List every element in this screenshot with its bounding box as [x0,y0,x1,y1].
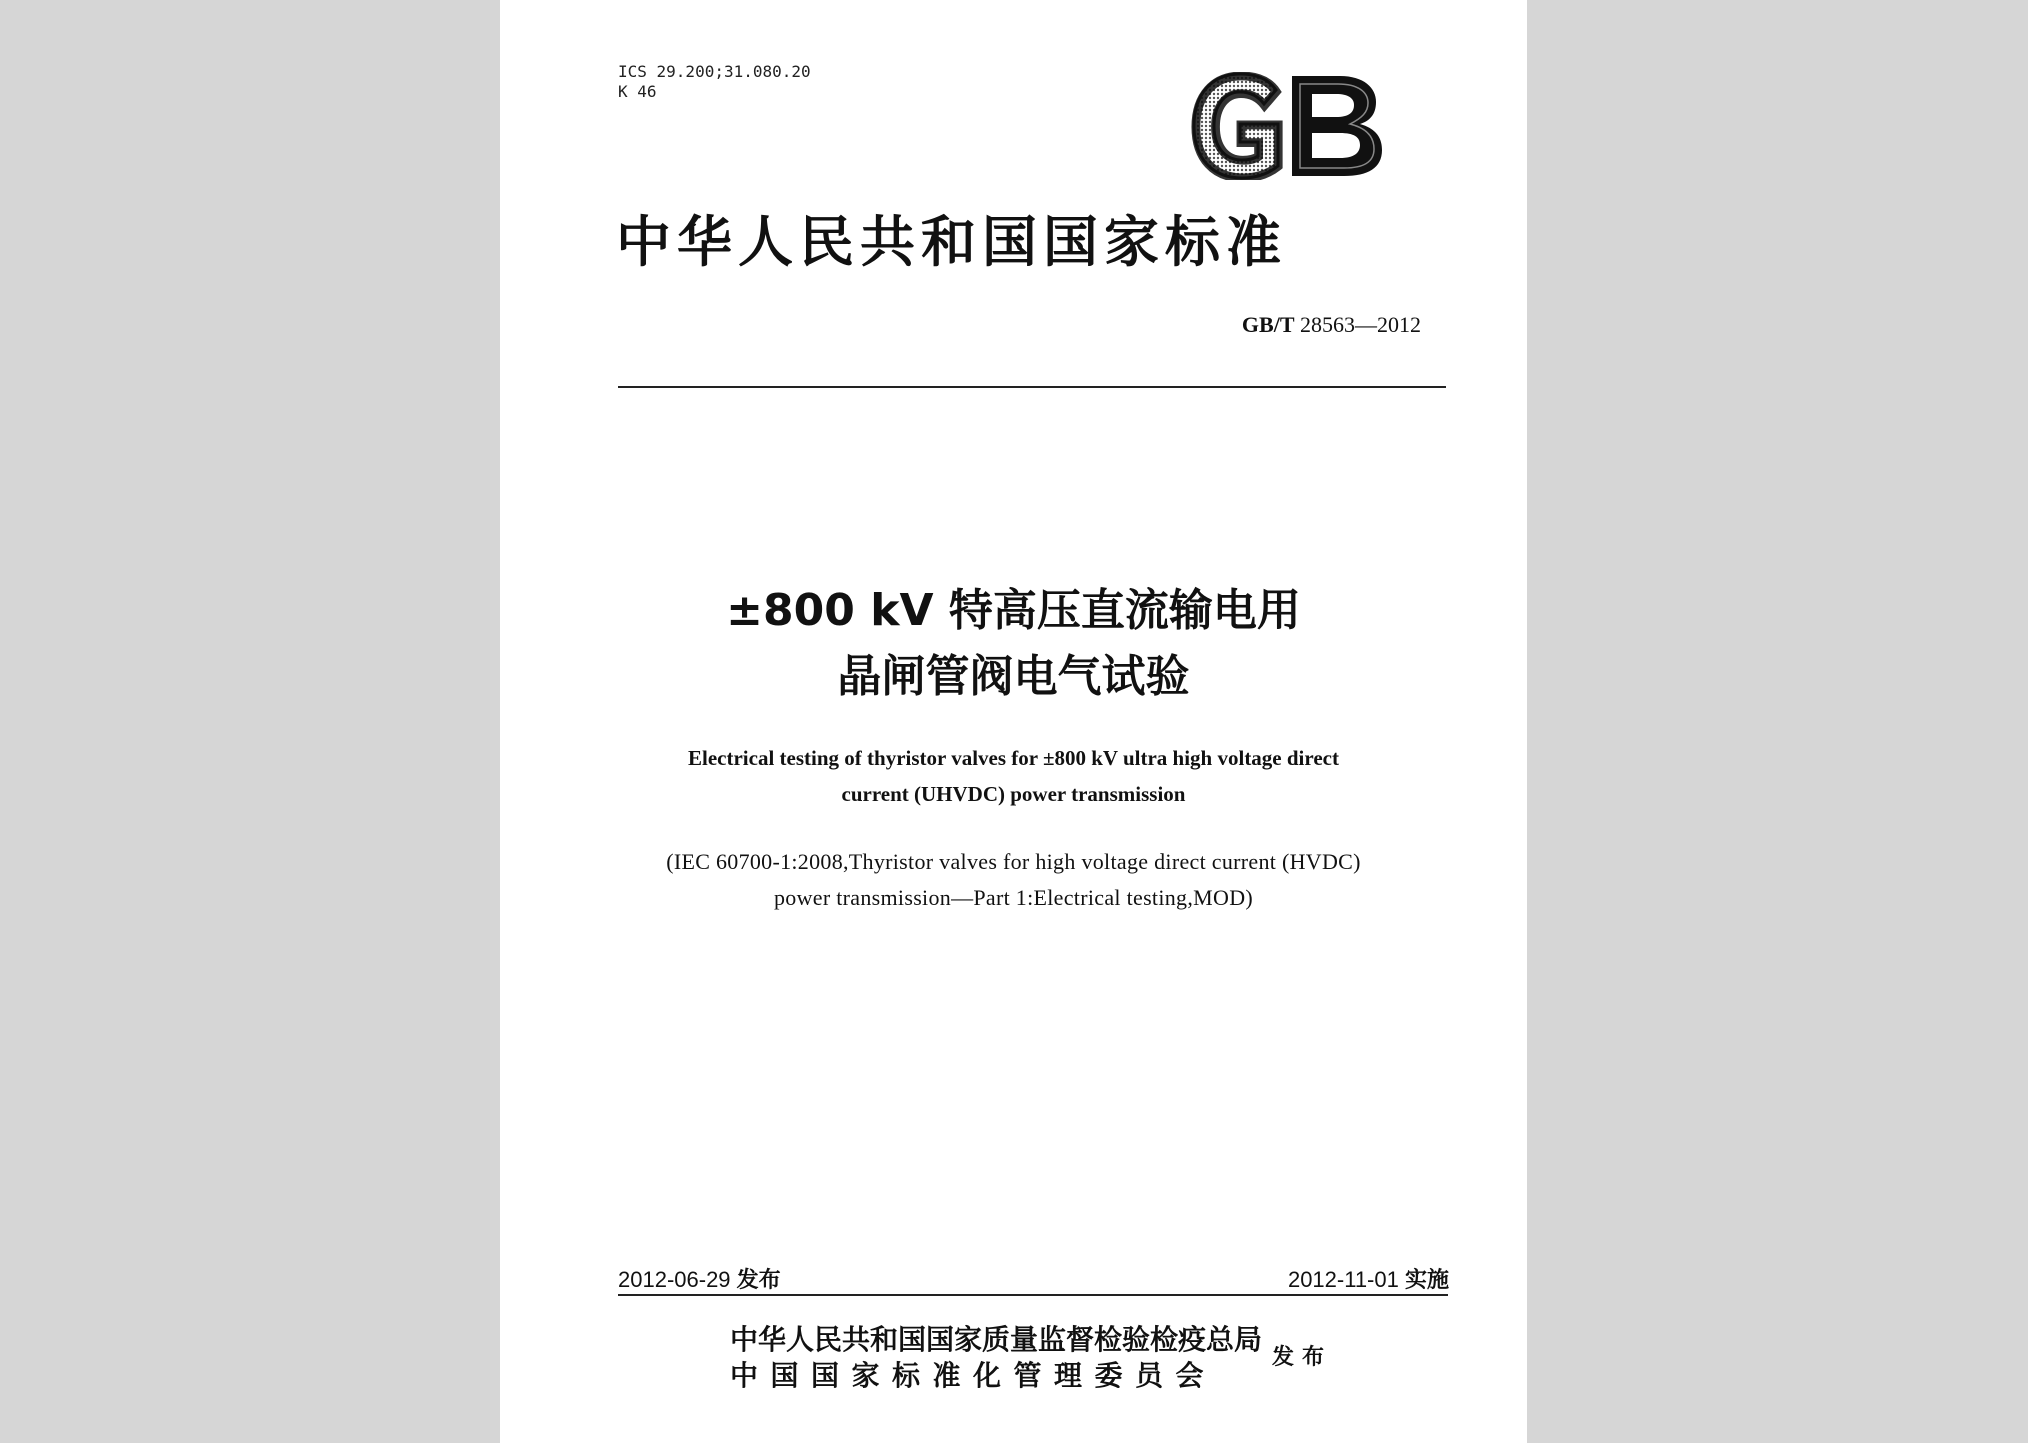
standard-number [1242,312,1421,338]
standard-prefix: GB/T [1241,312,1295,337]
publisher-org-line2: 中国国家标准化管理委员会 [730,1359,1217,1392]
chinese-title-line2: 晶闸管阀电气试验 [837,651,1190,702]
publisher-organizations [730,1322,1262,1394]
english-title-line1: Electrical testing of thyristor valves for ±800 kV ultra high voltage direct [688,746,1339,770]
iec-reference [500,844,1527,916]
header-divider [618,386,1446,388]
implement-date-label: 实施 [1404,1268,1449,1293]
issue-date-label: 发布 [736,1268,781,1293]
ccs-code: K 46 [618,82,657,101]
implement-date-value: 2012-11-01 [1287,1267,1399,1292]
chinese-title-line1: ±800 kV 特高压直流输电用 [726,585,1301,636]
document-page [500,0,1527,1443]
iec-reference-line2: power transmission—Part 1:Electrical testing,MOD) [773,885,1254,910]
english-title [500,740,1527,812]
footer-divider [618,1294,1448,1296]
national-standard-title: 中华人民共和国国家标准 [616,209,1288,274]
issue-date [618,1263,781,1294]
publisher-org-line1: 中华人民共和国国家质量监督检验检疫总局 [730,1323,1263,1356]
classification-codes [618,62,811,102]
gb-logo [1188,72,1386,180]
standard-code: 28563—2012 [1300,312,1421,337]
english-title-line2: current (UHVDC) power transmission [841,782,1186,806]
ics-code: ICS 29.200;31.080.20 [618,62,811,81]
iec-reference-line1: (IEC 60700-1:2008,Thyristor valves for high voltage direct current (HVDC) [666,849,1361,874]
chinese-title [500,578,1527,710]
publish-label: 发布 [1272,1345,1333,1370]
issue-date-value: 2012-06-29 [618,1267,731,1292]
implement-date [1288,1263,1449,1294]
